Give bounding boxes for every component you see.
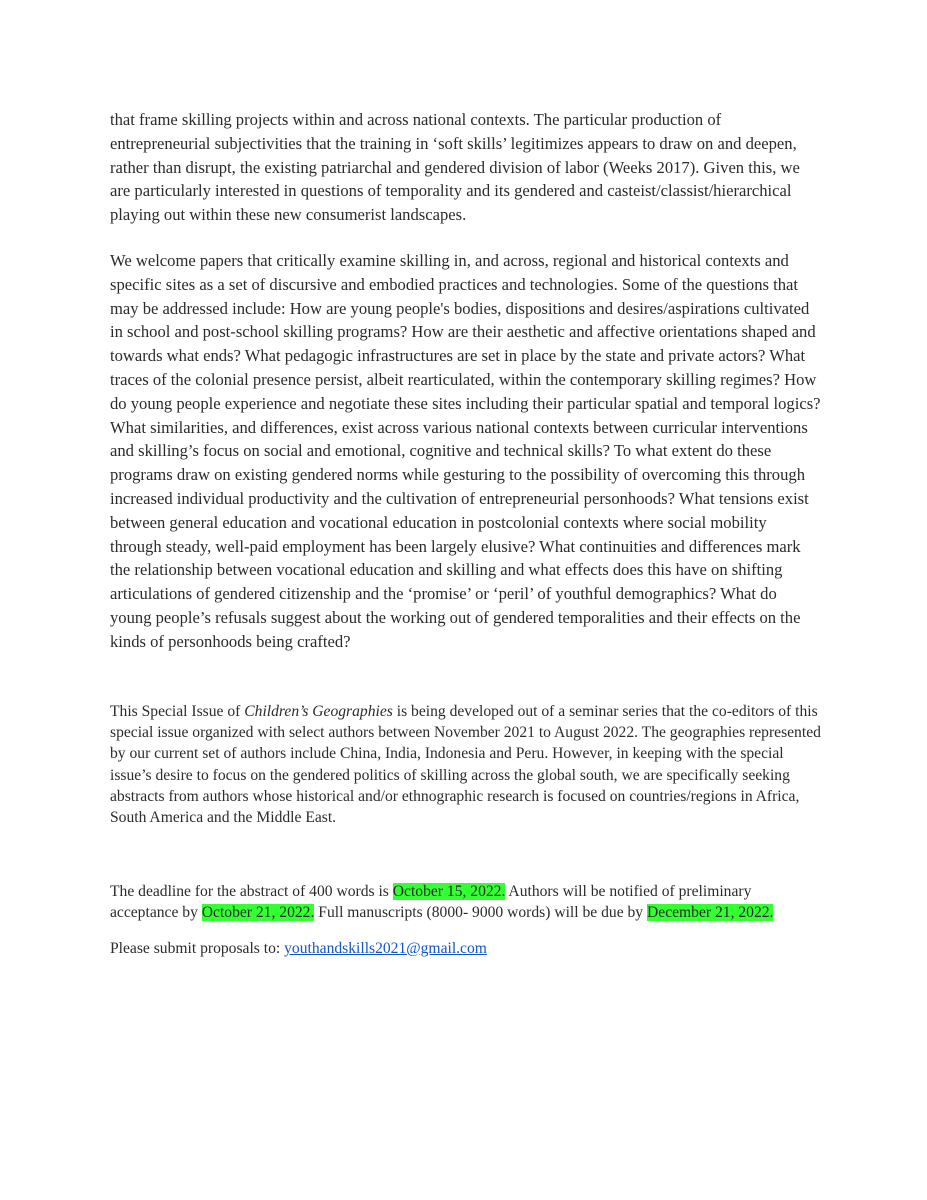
intro-continuation-paragraph: that frame skilling projects within and across national contexts. The particular production of entrepreneurial subjectivities that the training in ‘soft skills’ legitimizes appears to draw on and deepen, rather than disrupt, the existing patriarchal and gendered division of labor (Weeks 2017). Given this, we are particularly interested in questions of temporality and its gendered and casteist/classist/hierarchical playing out within these new consumerist landscapes. xyxy=(110,110,800,225)
submission-line xyxy=(110,938,487,959)
submission-label: Please submit proposals to: xyxy=(110,940,285,957)
deadlines-paragraph xyxy=(110,881,822,923)
special-issue-text-start: This Special Issue of xyxy=(110,703,245,720)
abstract-deadline-highlight: October 15, 2022. xyxy=(392,883,506,900)
special-issue-paragraph xyxy=(110,701,822,828)
notification-date-highlight: October 21, 2022. xyxy=(201,904,315,921)
journal-title: Children’s Geographies xyxy=(244,703,393,720)
deadline-text-1: The deadline for the abstract of 400 words is xyxy=(110,883,393,900)
special-issue-text-end: is being developed out of a seminar series that the co-editors of this special issue organized with select authors between November 2021 to August 2022. The geographies represented by our current set of authors include China, India, Indonesia and Peru. However, in keeping with the special issue’s desire to focus on the gendered politics of skilling across the global south, we are specifically seeking abstracts from authors whose historical and/or ethnographic research is focused on countries/regions in Africa, South America and the Middle East. xyxy=(110,703,821,827)
deadline-text-3: Full manuscripts (8000- 9000 words) will be due by xyxy=(314,904,648,921)
deadline-text-2: Authors will be notified of preliminary acceptance by xyxy=(110,883,752,921)
submission-email-link[interactable]: youthandskills2021@gmail.com xyxy=(284,940,487,957)
questions-paragraph: We welcome papers that critically examine skilling in, and across, regional and historical contexts and specific sites as a set of discursive and embodied practices and technologies. Some of the questions that may be addressed include: How are young people's bodies, dispositions and desires/aspirations cultivated in school and post-school skilling programs? How are their aesthetic and affective orientations shaped and towards what ends? What pedagogic infrastructures are set in place by the state and private actors? What traces of the colonial presence persist, albeit rearticulated, within the contemporary skilling regimes? How do young people experience and negotiate these sites including their particular spatial and temporal logics? What similarities, and differences, exist across various national contexts between curricular interventions and skilling’s focus on social and emotional, cognitive and technical skills? To what extent do these programs draw on existing gendered norms while gesturing to the possibility of overcoming this through increased individual productivity and the cultivation of entrepreneurial personhoods? What tensions exist between general education and vocational education in postcolonial contexts where social mobility through steady, well-paid employment has been largely elusive? What continuities and differences mark the relationship between vocational education and skilling and what effects does this have on shifting articulations of gendered citizenship and the ‘promise’ or ‘peril’ of youthful demographics? What do young people’s refusals suggest about the working out of gendered temporalities and their effects on the kinds of personhoods being crafted? xyxy=(110,251,821,651)
manuscript-deadline-highlight: December 21, 2022. xyxy=(647,904,774,921)
